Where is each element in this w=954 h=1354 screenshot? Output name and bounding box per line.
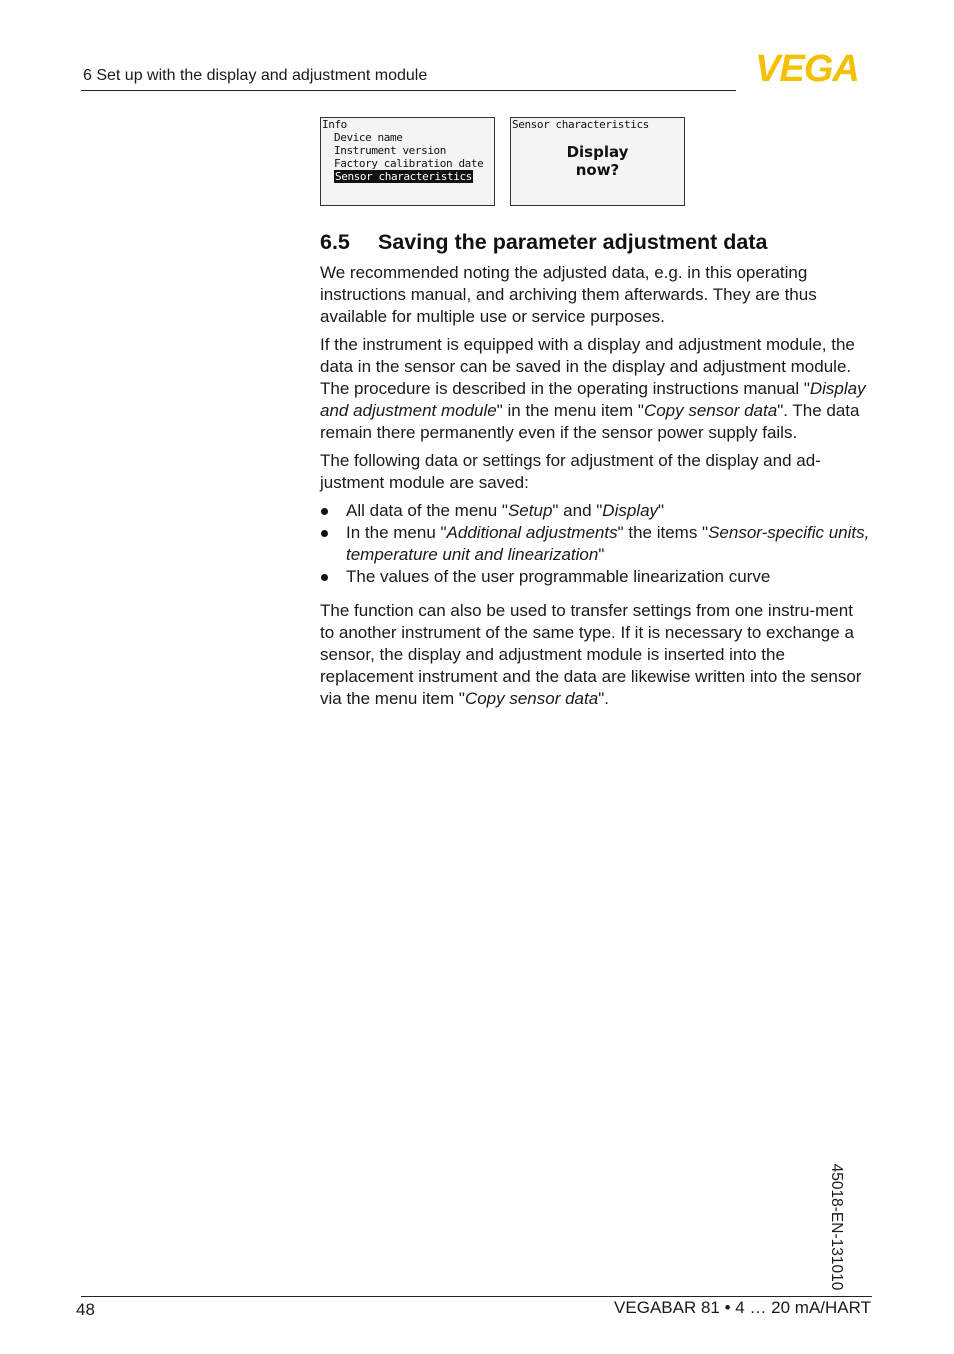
bullet-list xyxy=(320,500,870,588)
bullet-item xyxy=(320,500,870,522)
lcd-sensor-line2: now? xyxy=(575,161,620,179)
section-heading xyxy=(320,230,768,255)
text-run: ". The data remain there permanently even if the sensor power supply fails. xyxy=(320,401,860,442)
italic-run: Copy sensor data xyxy=(643,401,778,420)
italic-run: Setup xyxy=(507,501,553,520)
text-run: If the instrument is equipped with a display and adjustment module, the data in the sensor can be saved in the display and adjustment module. The procedure is described in the operating instructions manual " xyxy=(320,335,855,398)
italic-run: Additional adjustments xyxy=(446,523,618,542)
lcd-info-item: Factory calibration date xyxy=(334,157,484,170)
italic-run: Sensor-specific units, temperature unit and linearization xyxy=(346,523,870,564)
section-title: Saving the parameter adjustment data xyxy=(378,230,768,254)
lcd-sensor-line1: Display xyxy=(566,143,629,161)
italic-run: Display xyxy=(602,501,659,520)
text-run: " xyxy=(658,501,665,520)
vega-logo-text: VEGA xyxy=(755,50,859,84)
lcd-sensor-title: Sensor characteristics xyxy=(512,118,649,131)
product-name: VEGABAR 81 • 4 … 20 mA/HART xyxy=(614,1298,871,1317)
italic-run: Copy sensor data xyxy=(464,689,599,708)
body-content xyxy=(320,262,870,716)
lcd-info-selected-item: Sensor characteristics xyxy=(335,170,472,183)
paragraph-3: The following data or settings for adjustment of the display and ad-justment module are saved: xyxy=(320,451,821,492)
footer-rule xyxy=(81,1296,872,1297)
section-number: 6.5 xyxy=(320,230,350,254)
lcd-info-item: Instrument version xyxy=(334,144,447,157)
italic-run: Display and adjustment module xyxy=(320,379,866,420)
text-run: In the menu " xyxy=(346,523,447,542)
paragraph-2 xyxy=(320,334,870,444)
bullet-item xyxy=(320,522,870,566)
lcd-info-screen xyxy=(320,117,495,206)
text-run: " and " xyxy=(552,501,603,520)
paragraph-4 xyxy=(320,600,870,710)
header-rule xyxy=(81,90,736,91)
text-run: ". xyxy=(598,689,609,708)
text-run: " the items " xyxy=(617,523,709,542)
text-run: All data of the menu " xyxy=(346,501,508,520)
document-code: 45018-EN-131010 xyxy=(828,1163,845,1291)
lcd-info-item: Device name xyxy=(334,131,403,144)
lcd-sensor-screen xyxy=(510,117,685,206)
paragraph-1: We recommended noting the adjusted data, e.g. in this operating instructions manual, and archiving them afterwards. They are thus available for multiple use or service purposes. xyxy=(320,263,817,326)
text-run: " in the menu item " xyxy=(496,401,644,420)
page-number: 48 xyxy=(76,1300,95,1319)
chapter-header: 6 Set up with the display and adjustment module xyxy=(83,67,428,84)
text-run: " xyxy=(598,545,605,564)
text-run: The function can also be used to transfer settings from one instru-ment to another instrument of the same type. If it is necessary to exchange a sensor, the display and adjustment module is inserted into the replacement instrument and the data are likewise written into the sensor via the menu item " xyxy=(320,601,862,708)
lcd-info-title: Info xyxy=(322,118,347,131)
bullet-item: The values of the user programmable linearization curve xyxy=(320,566,870,588)
vega-logo xyxy=(741,50,873,84)
